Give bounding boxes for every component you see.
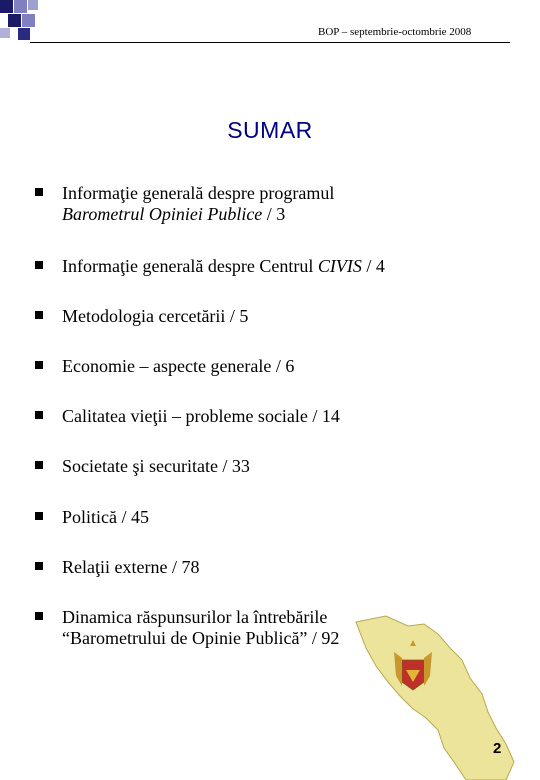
bullet-square-icon <box>35 311 43 319</box>
corner-square-light <box>14 0 27 13</box>
bullet-square-icon <box>35 261 43 269</box>
toc-item-page: / 3 <box>262 204 286 224</box>
toc-item-text: Relaţii externe / 78 <box>62 557 200 577</box>
toc-item-text: Calitatea vieţii – probleme sociale / 14 <box>62 406 340 426</box>
corner-square-light <box>28 0 38 10</box>
header-divider <box>30 42 510 43</box>
toc-item-text-italic: CIVIS <box>317 256 362 276</box>
corner-square-dark <box>8 14 21 27</box>
header-text: BOP – septembrie-octombrie 2008 <box>318 26 472 38</box>
bullet-square-icon <box>35 188 43 196</box>
toc-item-text: “Barometrului de Opinie Publică” / 92 <box>62 628 340 648</box>
corner-square-light <box>22 14 35 27</box>
toc-item-text: Informaţie generală despre Centrul <box>62 256 318 276</box>
toc-item-page: / 4 <box>361 256 385 276</box>
page-number: 2 <box>493 740 502 757</box>
bullet-square-icon <box>35 512 43 520</box>
toc-item-text: Economie – aspecte generale / 6 <box>62 356 295 376</box>
bullet-square-icon <box>35 411 43 419</box>
toc-item-text-italic: Barometrul Opiniei Publice <box>62 204 263 224</box>
bullet-square-icon <box>35 612 43 620</box>
toc-item-text: Metodologia cercetării / 5 <box>62 306 249 326</box>
toc-item-text: Politică / 45 <box>62 507 149 527</box>
bullet-square-icon <box>35 361 43 369</box>
corner-square-dark <box>18 28 30 40</box>
page-title: SUMAR <box>227 117 313 143</box>
bullet-square-icon <box>35 461 43 469</box>
corner-square-light <box>0 28 10 38</box>
toc-item-text: Dinamica răspunsurilor la întrebările <box>62 607 328 627</box>
corner-square-dark <box>0 0 13 13</box>
toc-item-text: Societate şi securitate / 33 <box>62 456 250 476</box>
bullet-square-icon <box>35 562 43 570</box>
toc-item-text: Informaţie generală despre programul <box>62 183 335 203</box>
